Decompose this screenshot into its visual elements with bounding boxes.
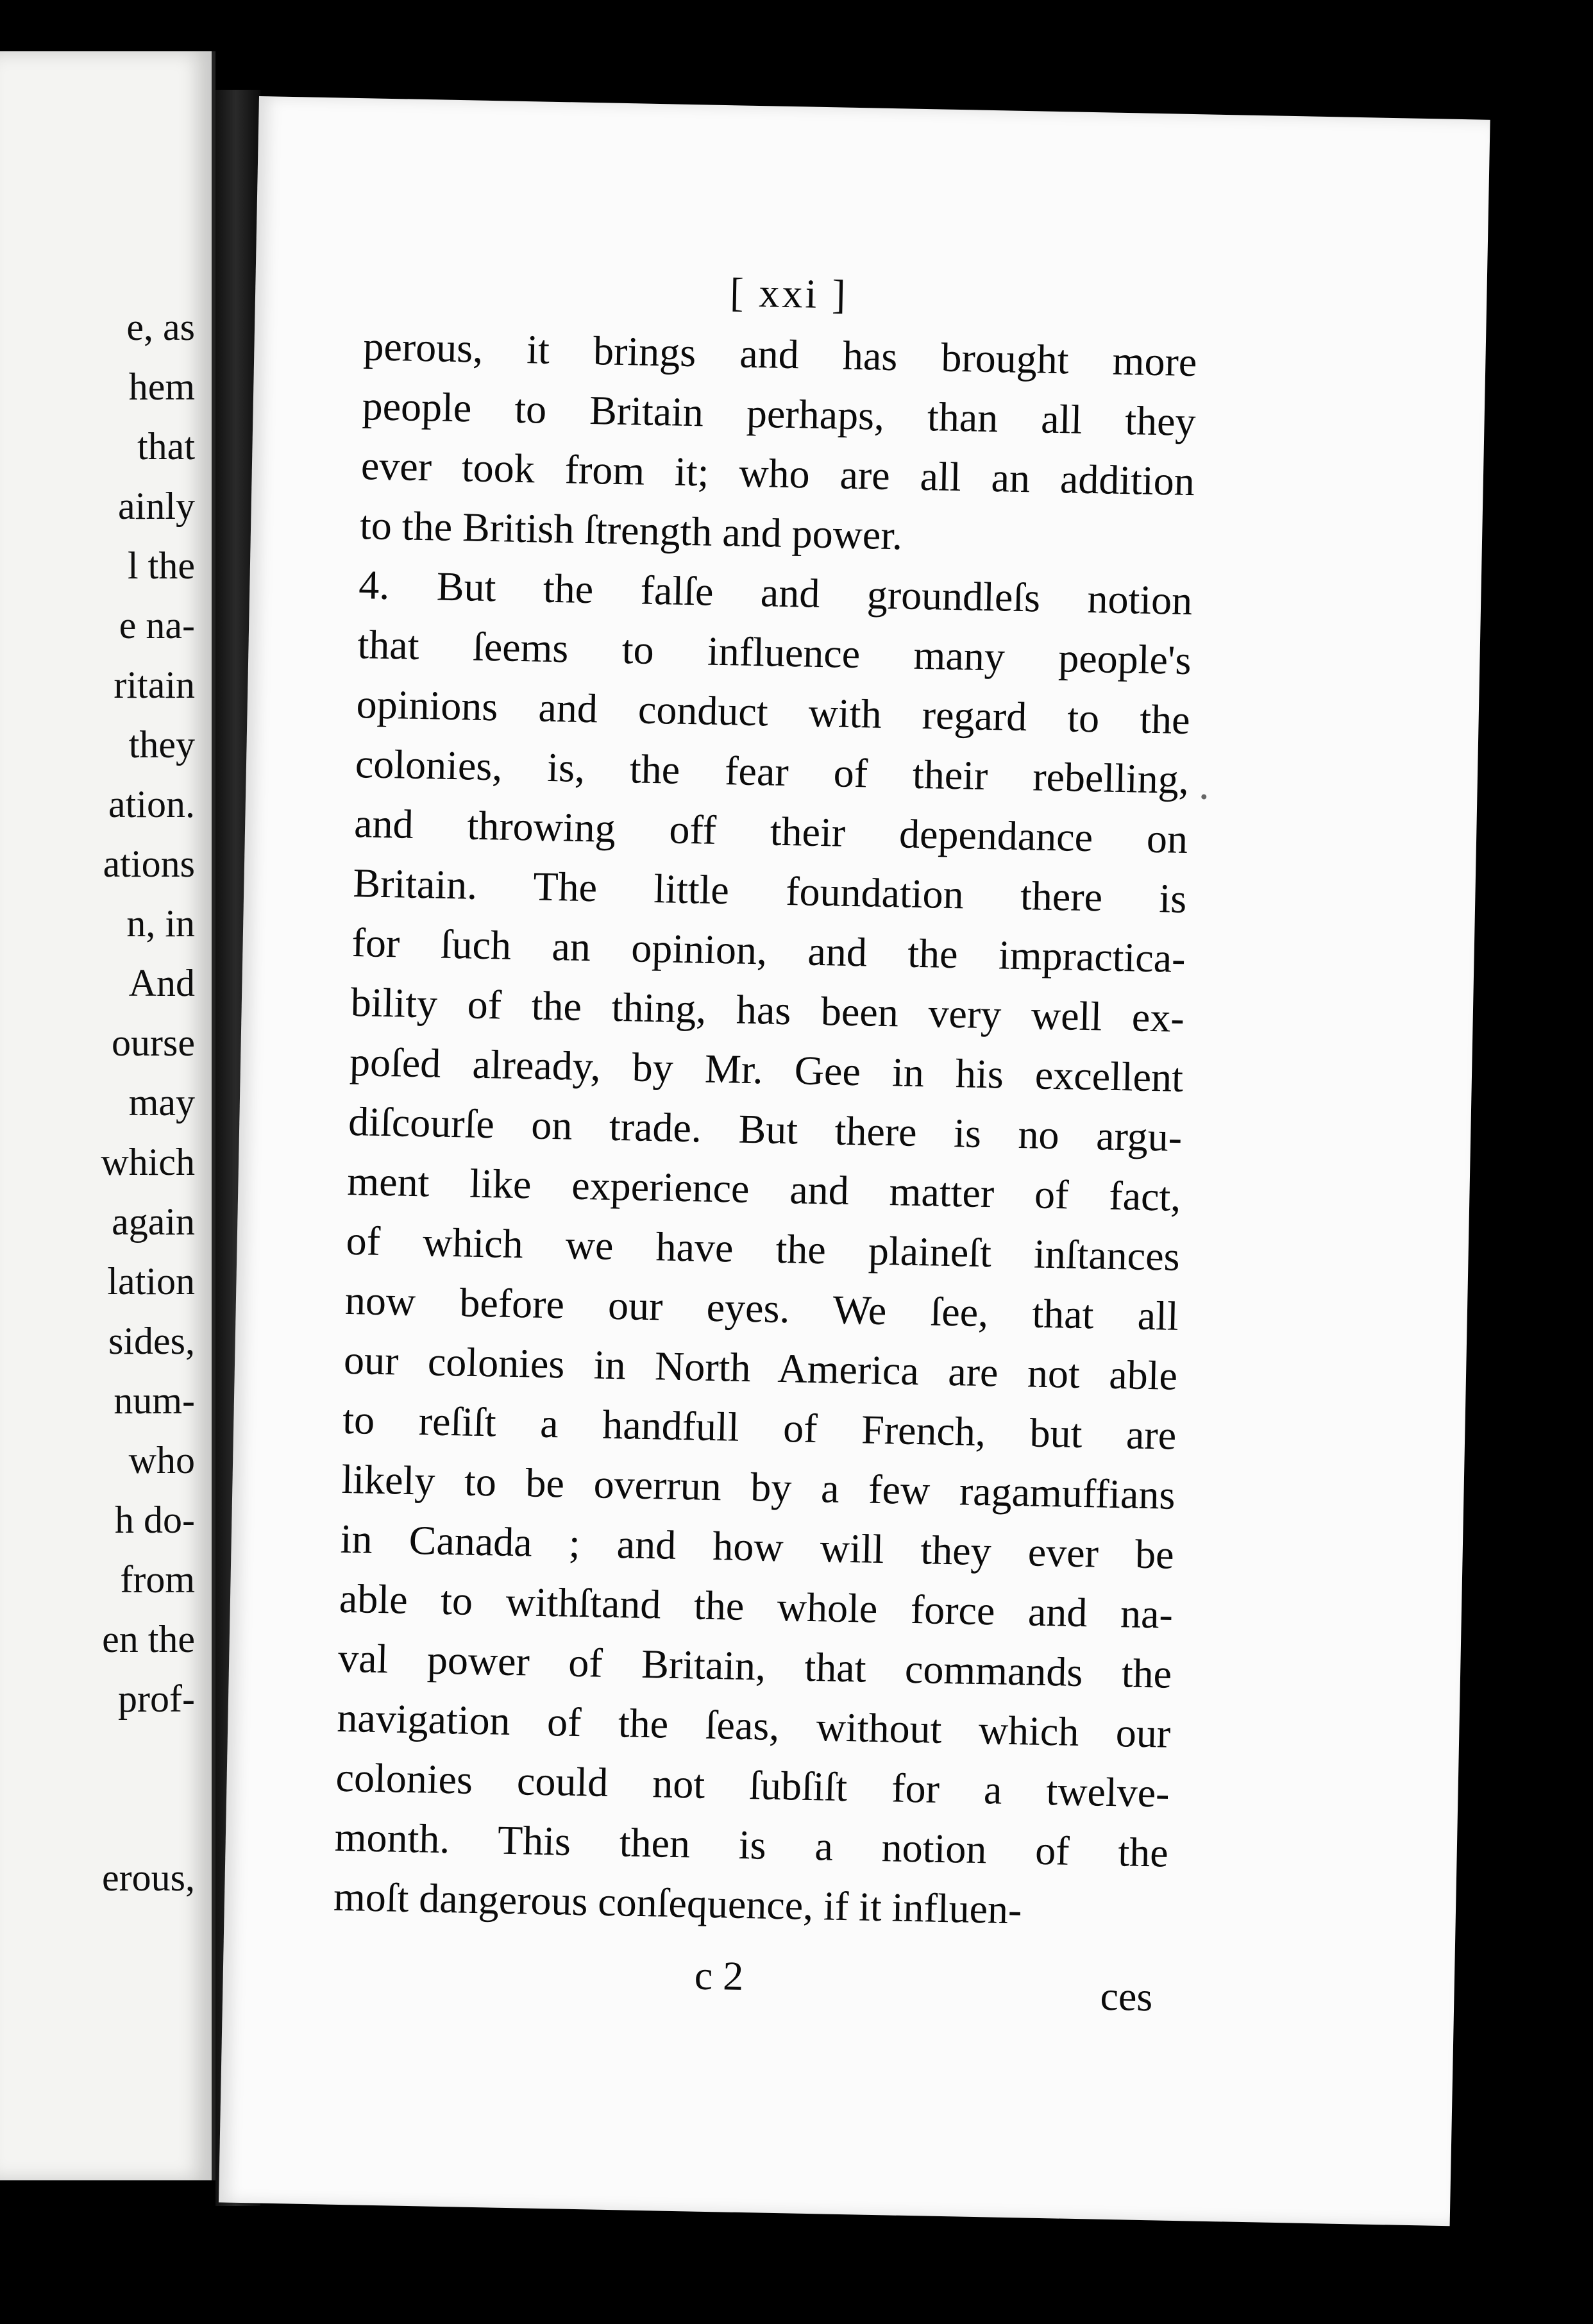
text-line: moſt dangerous conſequence, if it influen-	[333, 1873, 1023, 1933]
left-page-line: ourse	[112, 1022, 195, 1064]
left-page-line: l the	[128, 544, 195, 587]
left-page-line: they	[128, 723, 195, 766]
text-line: now before our eyes. We ſee, that all	[344, 1277, 1179, 1339]
text-line: ever took from it; who are all an addition	[360, 442, 1195, 505]
text-line: 4. But the falſe and groundleſs notion	[358, 562, 1193, 624]
left-page-line: lation	[107, 1260, 195, 1302]
text-line: for ſuch an opinion, and the impractica-	[351, 920, 1186, 981]
text-line: poſed already, by Mr. Gee in his excellent	[349, 1038, 1184, 1100]
text-line: ment like experience and matter of fact,	[346, 1158, 1181, 1220]
left-page-line: h do-	[115, 1499, 195, 1541]
text-line: Britain. The little foundation there is	[352, 860, 1187, 922]
text-line: in Canada ; and how will they ever be	[340, 1515, 1175, 1578]
text-line: navigation of the ſeas, without which our	[336, 1694, 1171, 1756]
text-line: colonies, is, the fear of their rebelling,	[355, 741, 1190, 803]
signature-mark: c 2	[694, 1952, 744, 2000]
left-page-line: ainly	[118, 485, 195, 527]
left-page-line: ritain	[114, 664, 195, 706]
text-line: able to withſtand the whole force and na-	[339, 1575, 1174, 1637]
left-page-line: ations	[103, 843, 195, 885]
text-line: bility of the thing, has been very well ex-	[350, 979, 1185, 1041]
text-line: val power of Britain, that commands the	[337, 1635, 1172, 1697]
left-page-line: e, as	[126, 306, 195, 348]
text-line: opinions and conduct with regard to the	[356, 681, 1191, 743]
text-line: our colonies in North America are not able	[343, 1336, 1178, 1399]
text-line: that ſeems to influence many people's	[357, 621, 1192, 684]
text-line: people to Britain perhaps, than all they	[362, 383, 1197, 445]
body-text	[333, 316, 1197, 1942]
left-page-line: And	[128, 962, 195, 1004]
left-page-line: erous,	[102, 1857, 195, 1899]
text-line: to reſiſt a handfull of French, but are	[342, 1396, 1177, 1458]
left-page-line: e na-	[119, 604, 195, 646]
left-page-line: again	[112, 1200, 195, 1243]
text-line: month. This then is a notion of the	[334, 1814, 1169, 1876]
text-line: diſcourſe on trade. But there is no argu-	[348, 1098, 1183, 1160]
left-page-line: sides,	[108, 1320, 195, 1362]
paper-speck	[1201, 794, 1206, 799]
left-page-line: hem	[128, 366, 195, 408]
text-line: and throwing off their dependance on	[353, 800, 1188, 863]
text-line: perous, it brings and has brought more	[362, 323, 1197, 385]
left-page-line: may	[128, 1081, 195, 1124]
left-page-line: prof-	[118, 1678, 195, 1720]
left-page-line: n, in	[126, 902, 195, 945]
left-page-line: num-	[114, 1379, 195, 1422]
left-page-line: en the	[102, 1618, 195, 1660]
catchword: ces	[1099, 1973, 1154, 2020]
left-page-fragment	[0, 51, 215, 2180]
right-page	[219, 96, 1490, 2226]
left-page-line: that	[137, 425, 195, 467]
left-page-line: ation.	[108, 783, 195, 825]
page-number-header: [ xxi ]	[729, 269, 849, 317]
page-footer	[332, 1945, 1166, 2019]
text-line: colonies could not ſubſiſt for a twelve-	[335, 1754, 1170, 1816]
left-page-line: who	[128, 1439, 195, 1481]
left-page-line: which	[101, 1141, 195, 1183]
text-line: to the British ſtrength and power.	[359, 502, 903, 559]
text-line: likely to be overrun by a few ragamuffians	[341, 1456, 1176, 1518]
left-page-line: from	[120, 1558, 195, 1601]
text-line: of which we have the plaineſt inſtances	[346, 1217, 1181, 1279]
